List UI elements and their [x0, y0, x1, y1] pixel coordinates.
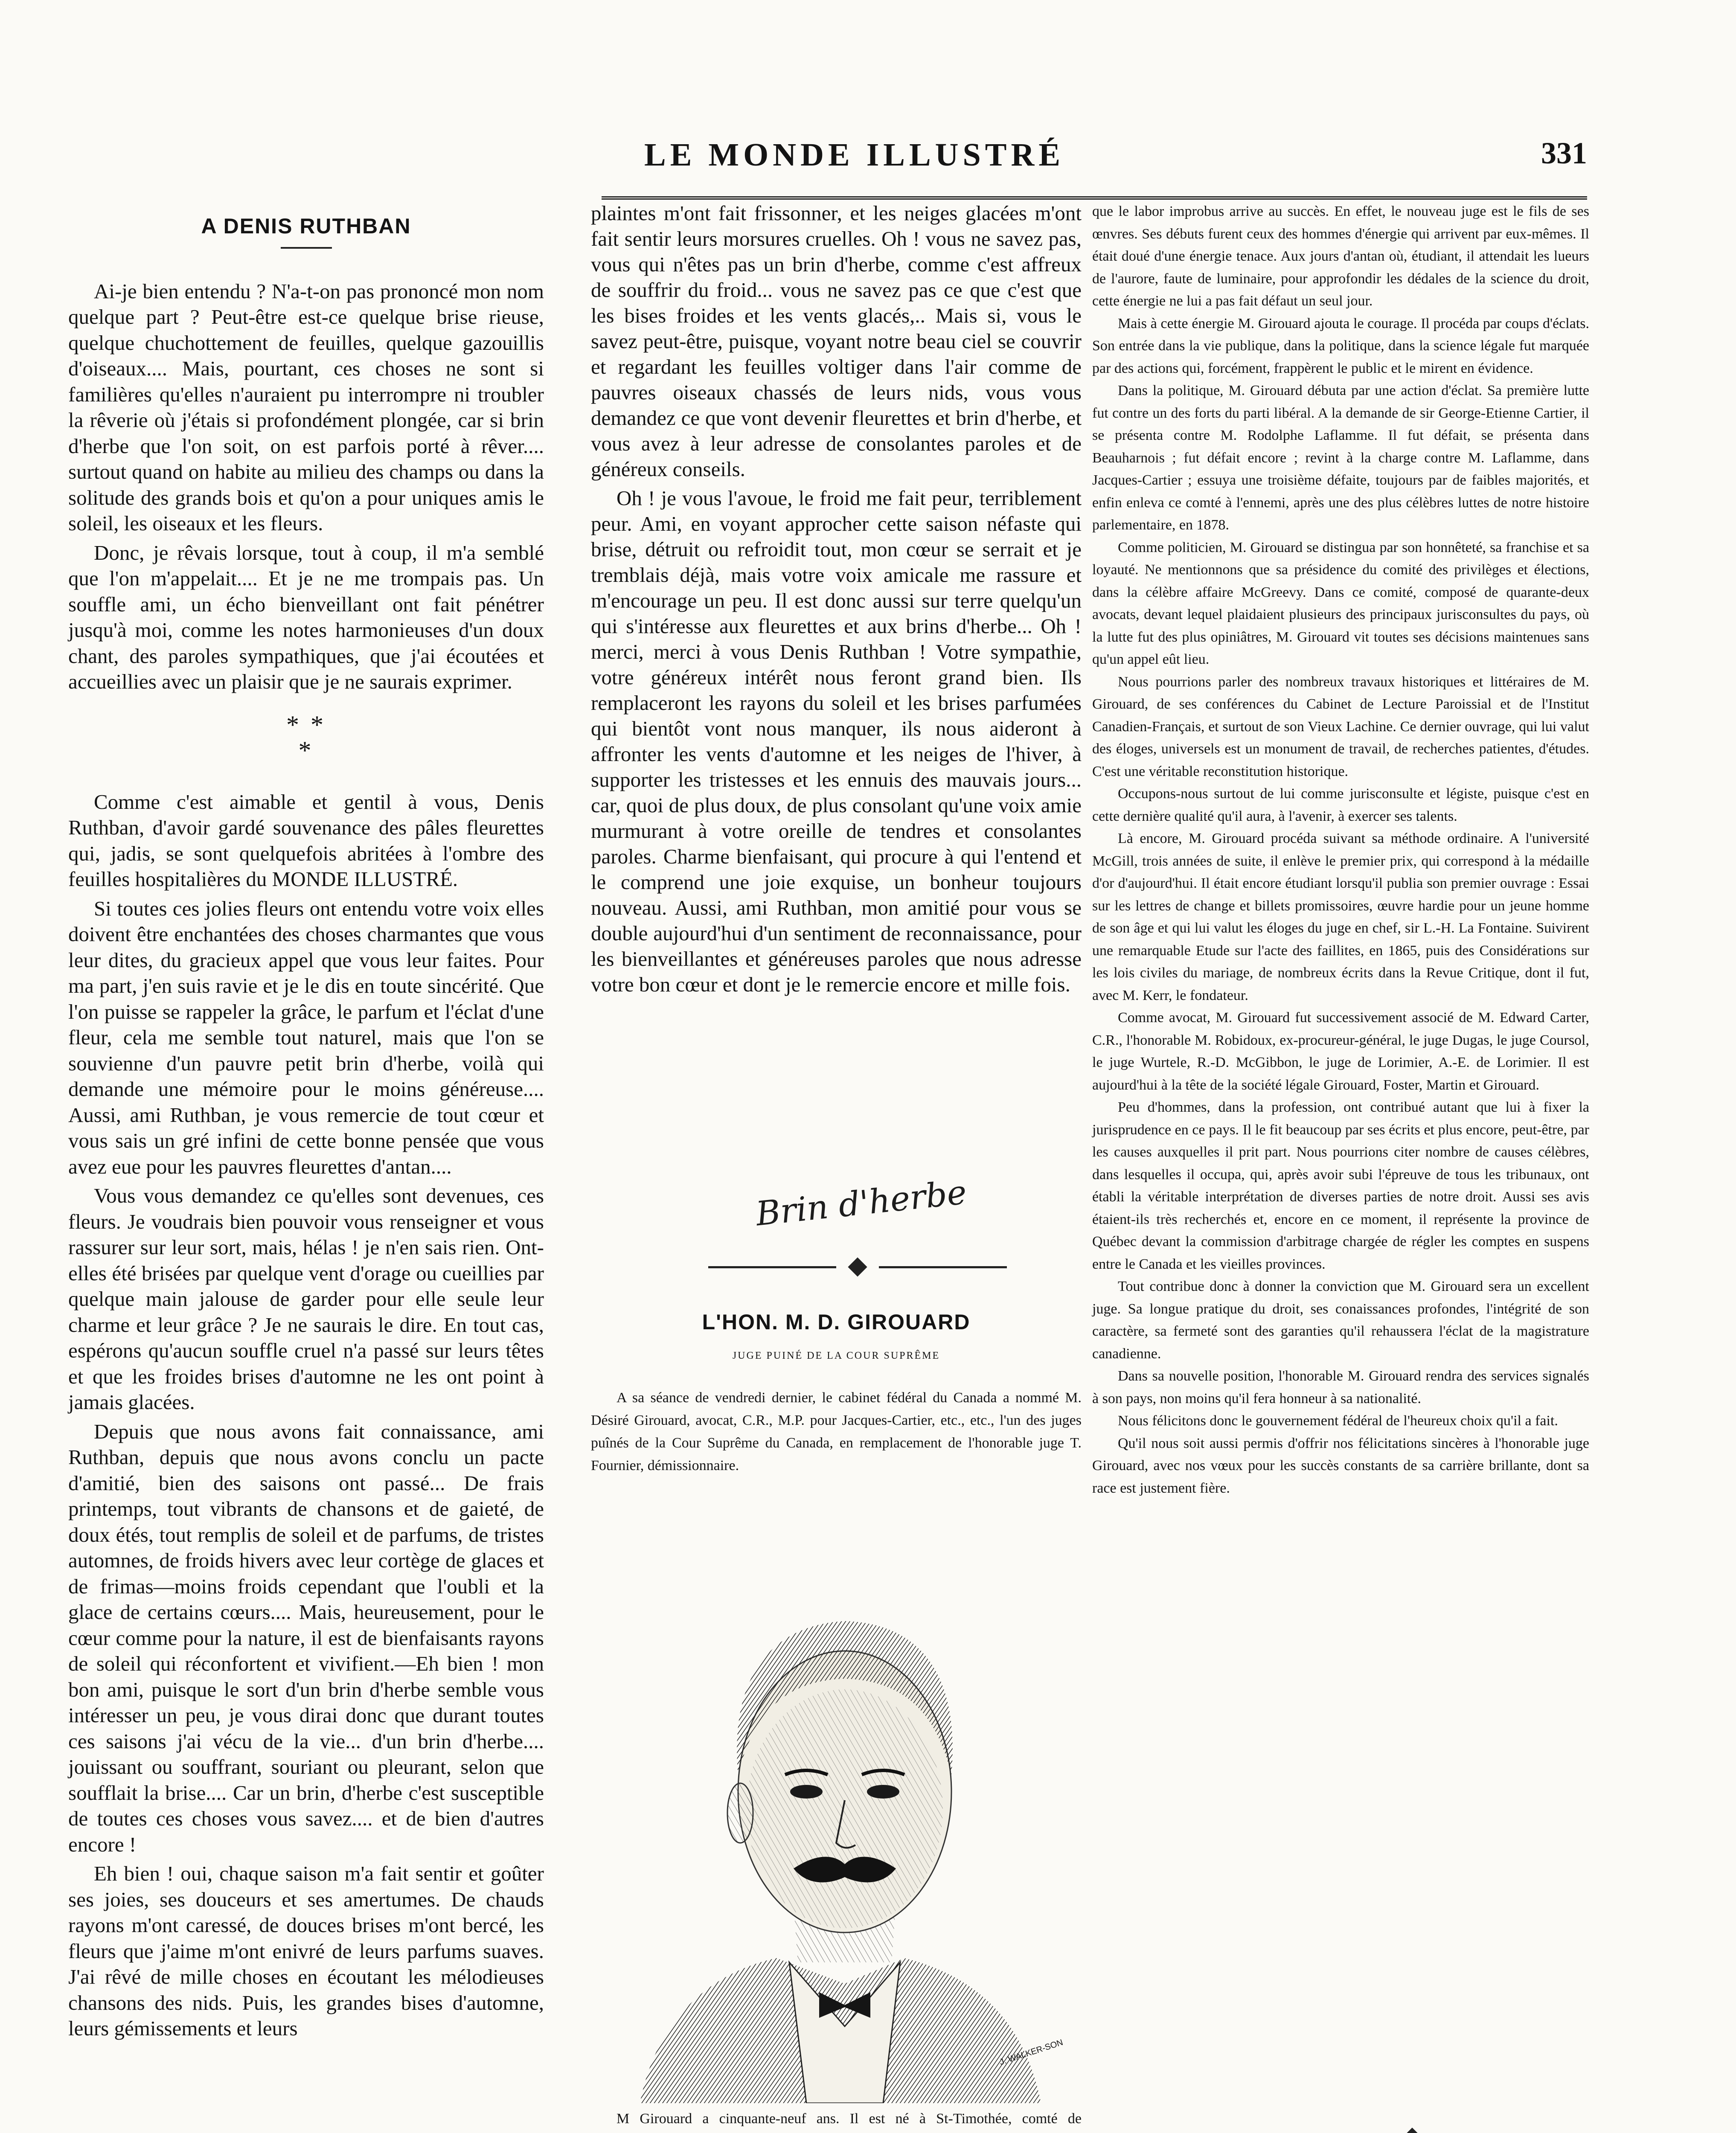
paragraph: Dans sa nouvelle position, l'honorable M. Girouard rendra des services signalés à son pays, non moins qu'il fera honneur à sa nationalité. [1092, 1368, 1589, 1407]
page-header [546, 115, 1587, 196]
paragraph: Mais à cette énergie M. Girouard ajouta le courage. Il procéda par coups d'éclats. Son entrée dans la vie publique, dans la politique, dans la science légale fut marquée par des actions qui, forcément, frappèrent le public et le mirent en évidence. [1092, 315, 1589, 376]
paragraph: M Girouard a cinquante-neuf ans. Il est né à St-Timothée, comté de [616, 2111, 1082, 2127]
paragraph: Depuis que nous avons fait connaissance, ami Ruthban, depuis que nous avons conclu un pacte d'amitié, bien des saisons ont passé... De frais printemps, tout vibrants de chansons et de gaieté, de doux étés, tout remplis de soleil et de parfums, de tristes automnes, de froids hivers avec leur cortège de glaces et de frimas—moins froids cependant que l'oubli et la glace de certains cœurs.... Mais, heureusement, pour le cœur comme pour la nature, il est de bienfaisants rayons de soleil qui réconfortent et vivifient.—Eh bien ! mon bon ami, puisque le sort d'un brin d'herbe semble vous intéresser un peu, je vous dirai donc que durant toutes ces saisons j'ai vécu de la vie... d'un brin d'herbe.... jouissant ou souffrant, souriant ou pleurant, selon que soufflait la brise.... Car un brin, d'herbe c'est susceptible de toutes ces choses vous savez.... et de bien d'autres encore ! [68, 1419, 544, 1856]
paragraph: Nous félicitons donc le gouvernement fédéral de l'heureux choix qu'il a fait. [1118, 1413, 1558, 1429]
paragraph: Donc, je rêvais lorsque, tout à coup, il m'a semblé que l'on m'appelait.... Et je ne me trompais pas. Un souffle ami, un écho bienveillant ont fait pénétrer jusqu'à moi, comme les notes harmonieuses d'un doux chant, des paroles sympathiques, que j'ai écoutées et accueillies avec un plaisir que je ne saurais exprimer. [68, 541, 544, 693]
paragraph: A sa séance de vendredi dernier, le cabinet fédéral du Canada a nommé M. Désiré Girouard, avocat, C.R., M.P. pour Jacques-Cartier, etc., etc., l'un des juges puînés de la Cour Suprême du Canada, en remplacement de l'honorable juge T. Fournier, démissionnaire. [591, 1390, 1082, 1473]
article-subtitle: JUGE PUINÉ DE LA COUR SUPRÊME [732, 1350, 940, 1361]
portrait-image [606, 1553, 1075, 2103]
paragraph: Tout contribue donc à donner la conviction que M. Girouard sera un excellent juge. Sa longue pratique du droit, ses conaissances profondes, l'intégrité de son caractère, sa fermeté sont des garanties qu'il rehaussera l'éclat de la magistrature canadienne. [1092, 1279, 1589, 1362]
paragraph: Qu'il nous soit aussi permis d'offrir nos félicitations sincères à l'honorable juge Girouard, avec nos vœux pour les succès constants de sa carrière brillante, dont sa race est justement fière. [1092, 1435, 1589, 1496]
article-title: A DENIS RUTHBAN [201, 214, 411, 238]
article-title: L'HON. M. D. GIROUARD [702, 1310, 971, 1334]
paragraph: Là encore, M. Girouard procéda suivant sa méthode ordinaire. A l'université McGill, trois années de suite, il enlève le premier prix, qui correspond à la médaille d'or d'aujourd'hui. Il était encore étudiant lorsqu'il publia son premier ouvrage : Essai sur les lettres de change et billets promissoires, œuvre hardie pour un jeune homme de son âge et qui lui valut les éloges du juge en chef, sir L.-H. La Fontaine. Suivirent une remarquable Etude sur l'acte des faillites, en 1865, puis des Considérations sur les lois civiles du mariage, de nombreux écrits dans la Revue Critique, dont il fut, avec M. Kerr, le fondateur. [1092, 831, 1589, 1003]
paragraph: Si toutes ces jolies fleurs ont entendu votre voix elles doivent être enchantées des choses charmantes que vous leur dites, du gracieux appel que vous leur faites. Pour ma part, j'en suis ravie et je le dis en toute sincérité. Que l'on puisse se rappeler la grâce, le parfum et l'éclat d'une fleur, cela me semble tout naturel, mais que l'on se souvienne d'un pauvre petit brin d'herbe, voilà qui demande une mémoire pour le moins généreuse.... Aussi, ami Ruthban, je vous remercie de tout cœur et vous sais un gré infini de cette bonne pensée que vous avez eue pour les pauvres fleurettes d'antan.... [68, 896, 544, 1178]
signature: Brin d'herbe [754, 1173, 968, 1234]
paragraph: Ai-je bien entendu ? N'a-t-on pas prononcé mon nom quelque part ? Peut-être est-ce quelque brise rieuse, quelque chuchottement de feuilles, quelque gazouillis d'oiseaux.... Mais, pourtant, ces choses ne sont si familières qu'elles n'auraient pu interrompre ni troubler la rêverie où j'étais si profondément plongée, car si brin d'herbe que l'on soit, on est parfois porté à rêver.... surtout quand on habite au milieu des champs ou dans la solitude des grands bois et qu'on a pour uniques amis le soleil, les oiseaux et les fleurs. [68, 279, 544, 535]
article-denis-ruthban-continued [591, 201, 1082, 997]
page-number: 331 [1541, 136, 1587, 170]
masthead: LE MONDE ILLUSTRÉ [644, 137, 1065, 173]
paragraph: Nous pourrions parler des nombreux travaux historiques et littéraires de M. Girouard, de ses conférences du Cabinet de Lecture Paroissial et de l'Institut Canadien-Français, et surtout de son Vieux Lachine. Ce dernier ouvrage, qui lui valut des éloges, universels est un monument de travail, de recherches patientes, d'études. C'est une véritable reconstitution historique. [1092, 674, 1589, 779]
paragraph: Dans la politique, M. Girouard débuta par une action d'éclat. Sa première lutte fut contre un des forts du parti libéral. A la demande de sir George-Etienne Cartier, il se présenta contre M. Rodolphe Laflamme. Il fut défait, se présenta dans Beauharnois ; fut défait encore ; revint à la charge contre M. Laflamme, dans Jacques-Cartier ; essuya une troisième défaite, toujours par de faibles majorités, et enfin enleva ce comté à l'ennemi, après une des plus célèbres luttes de notre histoire parlementaire, en 1878. [1092, 383, 1589, 533]
girouard-intro [591, 1386, 1082, 1477]
girouard-below-portrait [591, 2107, 1082, 2133]
title-rule [281, 247, 332, 249]
asterism: * * * [286, 710, 326, 764]
ornament-divider [1267, 2129, 1557, 2133]
paragraph: Comme avocat, M. Girouard fut successivement associé de M. Edward Carter, C.R., l'honorable M. Robidoux, ex-procureur-général, le juge Dugas, le juge Coursol, le juge Wurtele, R.-D. McGibbon, le juge de Lorimier, A.-E. de Lorimier. Il est aujourd'hui à la tête de la société légale Girouard, Foster, Martin et Girouard. [1092, 1010, 1589, 1093]
paragraph: Eh bien ! oui, chaque saison m'a fait sentir et goûter ses joies, ses douceurs et ses amertumes. De chauds rayons m'ont caressé, de douces brises m'ont bercé, les fleurs que j'aime m'ont enivré de leurs parfums suaves. J'ai rêvé de mille choses en écoutant les mélodieuses chansons des nids. Puis, les grandes bises d'automne, leurs gémissements et leurs [68, 1862, 544, 2040]
ornament-divider [708, 1258, 1007, 1276]
engraver-credit: J. WALKER-SON [998, 2037, 1064, 2067]
paragraph: Oh ! je vous l'avoue, le froid me fait peur, terriblement peur. Ami, en voyant approcher cette saison néfaste qui brise, détruit ou refroidit tout, mon cœur se serrait et je tremblais déjà, mais votre voix amicale me rassure et m'encourage un peu. Il est donc aussi sur terre quelqu'un qui s'intéresse aux fleurettes et aux brins d'herbe... Oh ! merci, merci à vous Denis Ruthban ! Votre sympathie, votre généreux intérêt nous feront grand bien. Ils remplaceront les rayons du soleil et les brises parfumées qui bientôt vont nous manquer, ils nous aideront à affronter les vents d'automne et les neiges de l'hiver, à supporter les tristesses et les ennuis des mauvais jours... car, quoi de plus doux, de plus consolant qu'une voix amie murmurant à votre oreille de tendres et consolantes paroles. Charme bienfaisant, qui procure à qui l'entend et le comprend une joie exquise, un bonheur toujours nouveau. Aussi, ami Ruthban, mon amitié pour vous se double aujourd'hui d'un sentiment de reconnaissance, pour les bienveillantes et généreuses paroles que nous adresse votre bon cœur et dont je le remercie encore et mille fois. [591, 486, 1082, 996]
paragraph: Occupons-nous surtout de lui comme jurisconsulte et légiste, puisque c'est en cette dernière qualité qu'il aura, à l'avenir, à exercer ses talents. [1092, 786, 1589, 824]
girouard-continued [1092, 201, 1589, 1499]
header-rule [602, 196, 1587, 200]
paragraph: Comme c'est aimable et gentil à vous, Denis Ruthban, d'avoir gardé souvenance des pâles fleurettes qui, jadis, se sont quelquefois abritées à l'ombre des feuilles hospitalières du MONDE ILLUSTRÉ. [68, 790, 544, 891]
article-denis-ruthban [68, 213, 544, 2042]
paragraph: Vous vous demandez ce qu'elles sont devenues, ces fleurs. Je voudrais bien pouvoir vous renseigner et vous rassurer sur leur sort, mais, hélas ! je n'en sais rien. Ont-elles été brisées par quelque vent d'orage ou cueillies par quelque main jalouse de garder pour elle seule leur charme et leur grâce ? Je ne saurais le dire. En tout cas, espérons qu'aucun souffle cruel n'a passé sur leurs têtes et que les froides brises d'automne ne les ont point à jamais glacées. [68, 1184, 544, 1414]
paragraph: Peu d'hommes, dans la profession, ont contribué autant que lui à fixer la jurisprudence en ce pays. Il le fit beaucoup par ses écrits et plus encore, peut-être, par les causes auxquelles il prit part. Nous pourrions citer nombre de causes célèbres, dans lesquelles il occupa, qui, après avoir subi l'épreuve de tous les tribunaux, ont établi la véritable interprétation de diverses parties de notre droit. Aussi ses avis étaient-ils très recherchés et, encore en ce moment, il représente la province de Québec devant la commission d'arbitrage chargée de régler les comptes en suspens entre le Canada et les vieilles provinces. [1092, 1099, 1589, 1272]
paragraph: Comme politicien, M. Girouard se distingua par son honnêteté, sa franchise et sa loyauté. Ne mentionnons que sa présidence du comité des privilèges et élections, dans la célèbre affaire McGreevy. Dans ce comité, composé de quarante-deux avocats, devant lequel plaidaient plusieurs des principaux jurisconsultes du pays, où la lutte fut des plus opiniâtres, M. Girouard vit toutes ses décisions maintenues sans qu'un appel eût lieu. [1092, 539, 1589, 667]
paragraph: plaintes m'ont fait frissonner, et les neiges glacées m'ont fait sentir leurs morsures cruelles. Oh ! vous ne savez pas, vous qui n'êtes pas un brin d'herbe, comme c'est affreux de souffrir du froid... vous ne savez pas ce que c'est que les bises froides et les vents glacés,.. Mais si, vous le savez peut-être, puisque, voyant notre beau ciel se couvrir et regardant les feuilles voltiger dans l'air comme de pauvres oiseaux chassés de leurs nids, vous vous demandez ce que vont devenir fleurettes et brin d'herbe, et vous avez à leur adresse de consolantes paroles et de généreux conseils. [591, 201, 1082, 481]
portrait-engraving [606, 1553, 1075, 2103]
paragraph: que le labor improbus arrive au succès. En effet, le nouveau juge est le fils de ses œnvres. Ses débuts furent ceux des hommes d'énergie qui arrivent par eux-mêmes. Il était doué d'une énergie tenace. Aux jours d'antan où, étudiant, il attendait les lueurs de l'aurore, faute de luminaire, pour approfondir les dédales de la science du droit, cette énergie ne lui a pas fait défaut un seul jour. [1092, 203, 1589, 309]
